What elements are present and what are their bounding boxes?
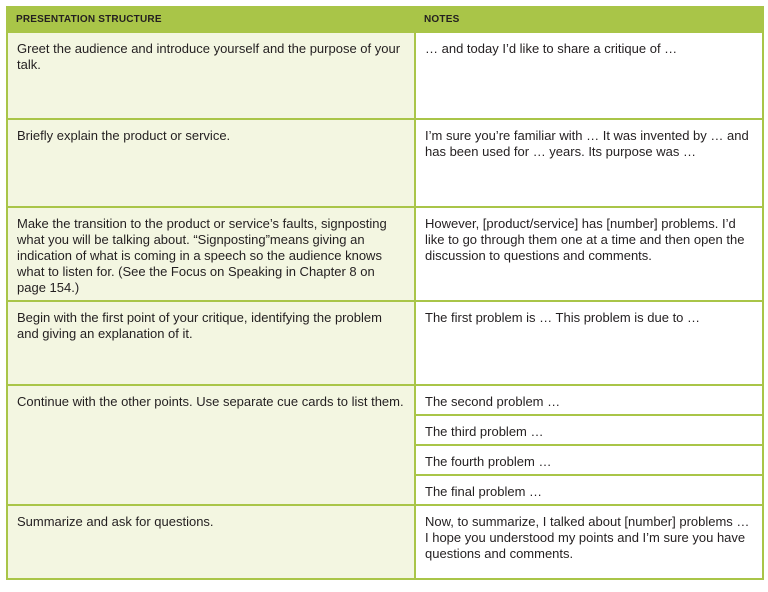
table-row	[7, 385, 763, 415]
table-row	[7, 505, 763, 579]
header-notes: NOTES	[415, 7, 763, 32]
structure-cell: Briefly explain the product or service.	[7, 119, 415, 207]
notes-cell: The third problem …	[415, 415, 763, 445]
structure-cell: Make the transition to the product or service’s faults, signposting what you will be talking about. “Signposting”means giving an indication of what is coming in a speech so the audience knows what to listen for. (See the Focus on Speaking in Chapter 8 on page 154.)	[7, 207, 415, 301]
notes-cell: The final problem …	[415, 475, 763, 505]
structure-cell: Begin with the first point of your critique, identifying the problem and giving an explanation of it.	[7, 301, 415, 385]
presentation-structure-table	[6, 6, 764, 580]
structure-cell: Summarize and ask for questions.	[7, 505, 415, 579]
presentation-table-container	[6, 6, 762, 580]
table-row	[7, 207, 763, 301]
notes-cell: The fourth problem …	[415, 445, 763, 475]
notes-cell: The first problem is … This problem is due to …	[415, 301, 763, 385]
table-row	[7, 119, 763, 207]
structure-cell: Continue with the other points. Use separate cue cards to list them.	[7, 385, 415, 505]
notes-cell: … and today I’d like to share a critique of …	[415, 32, 763, 119]
table-row	[7, 32, 763, 119]
structure-cell: Greet the audience and introduce yourself and the purpose of your talk.	[7, 32, 415, 119]
notes-cell: The second problem …	[415, 385, 763, 415]
notes-cell: However, [product/service] has [number] problems. I’d like to go through them one at a time and then open the discussion to questions and comments.	[415, 207, 763, 301]
notes-cell: Now, to summarize, I talked about [number] problems … I hope you understood my points and I’m sure you have questions and comments.	[415, 505, 763, 579]
header-presentation-structure: PRESENTATION STRUCTURE	[7, 7, 415, 32]
table-row	[7, 301, 763, 385]
notes-cell: I’m sure you’re familiar with … It was invented by … and has been used for … years. Its purpose was …	[415, 119, 763, 207]
table-header-row	[7, 7, 763, 32]
